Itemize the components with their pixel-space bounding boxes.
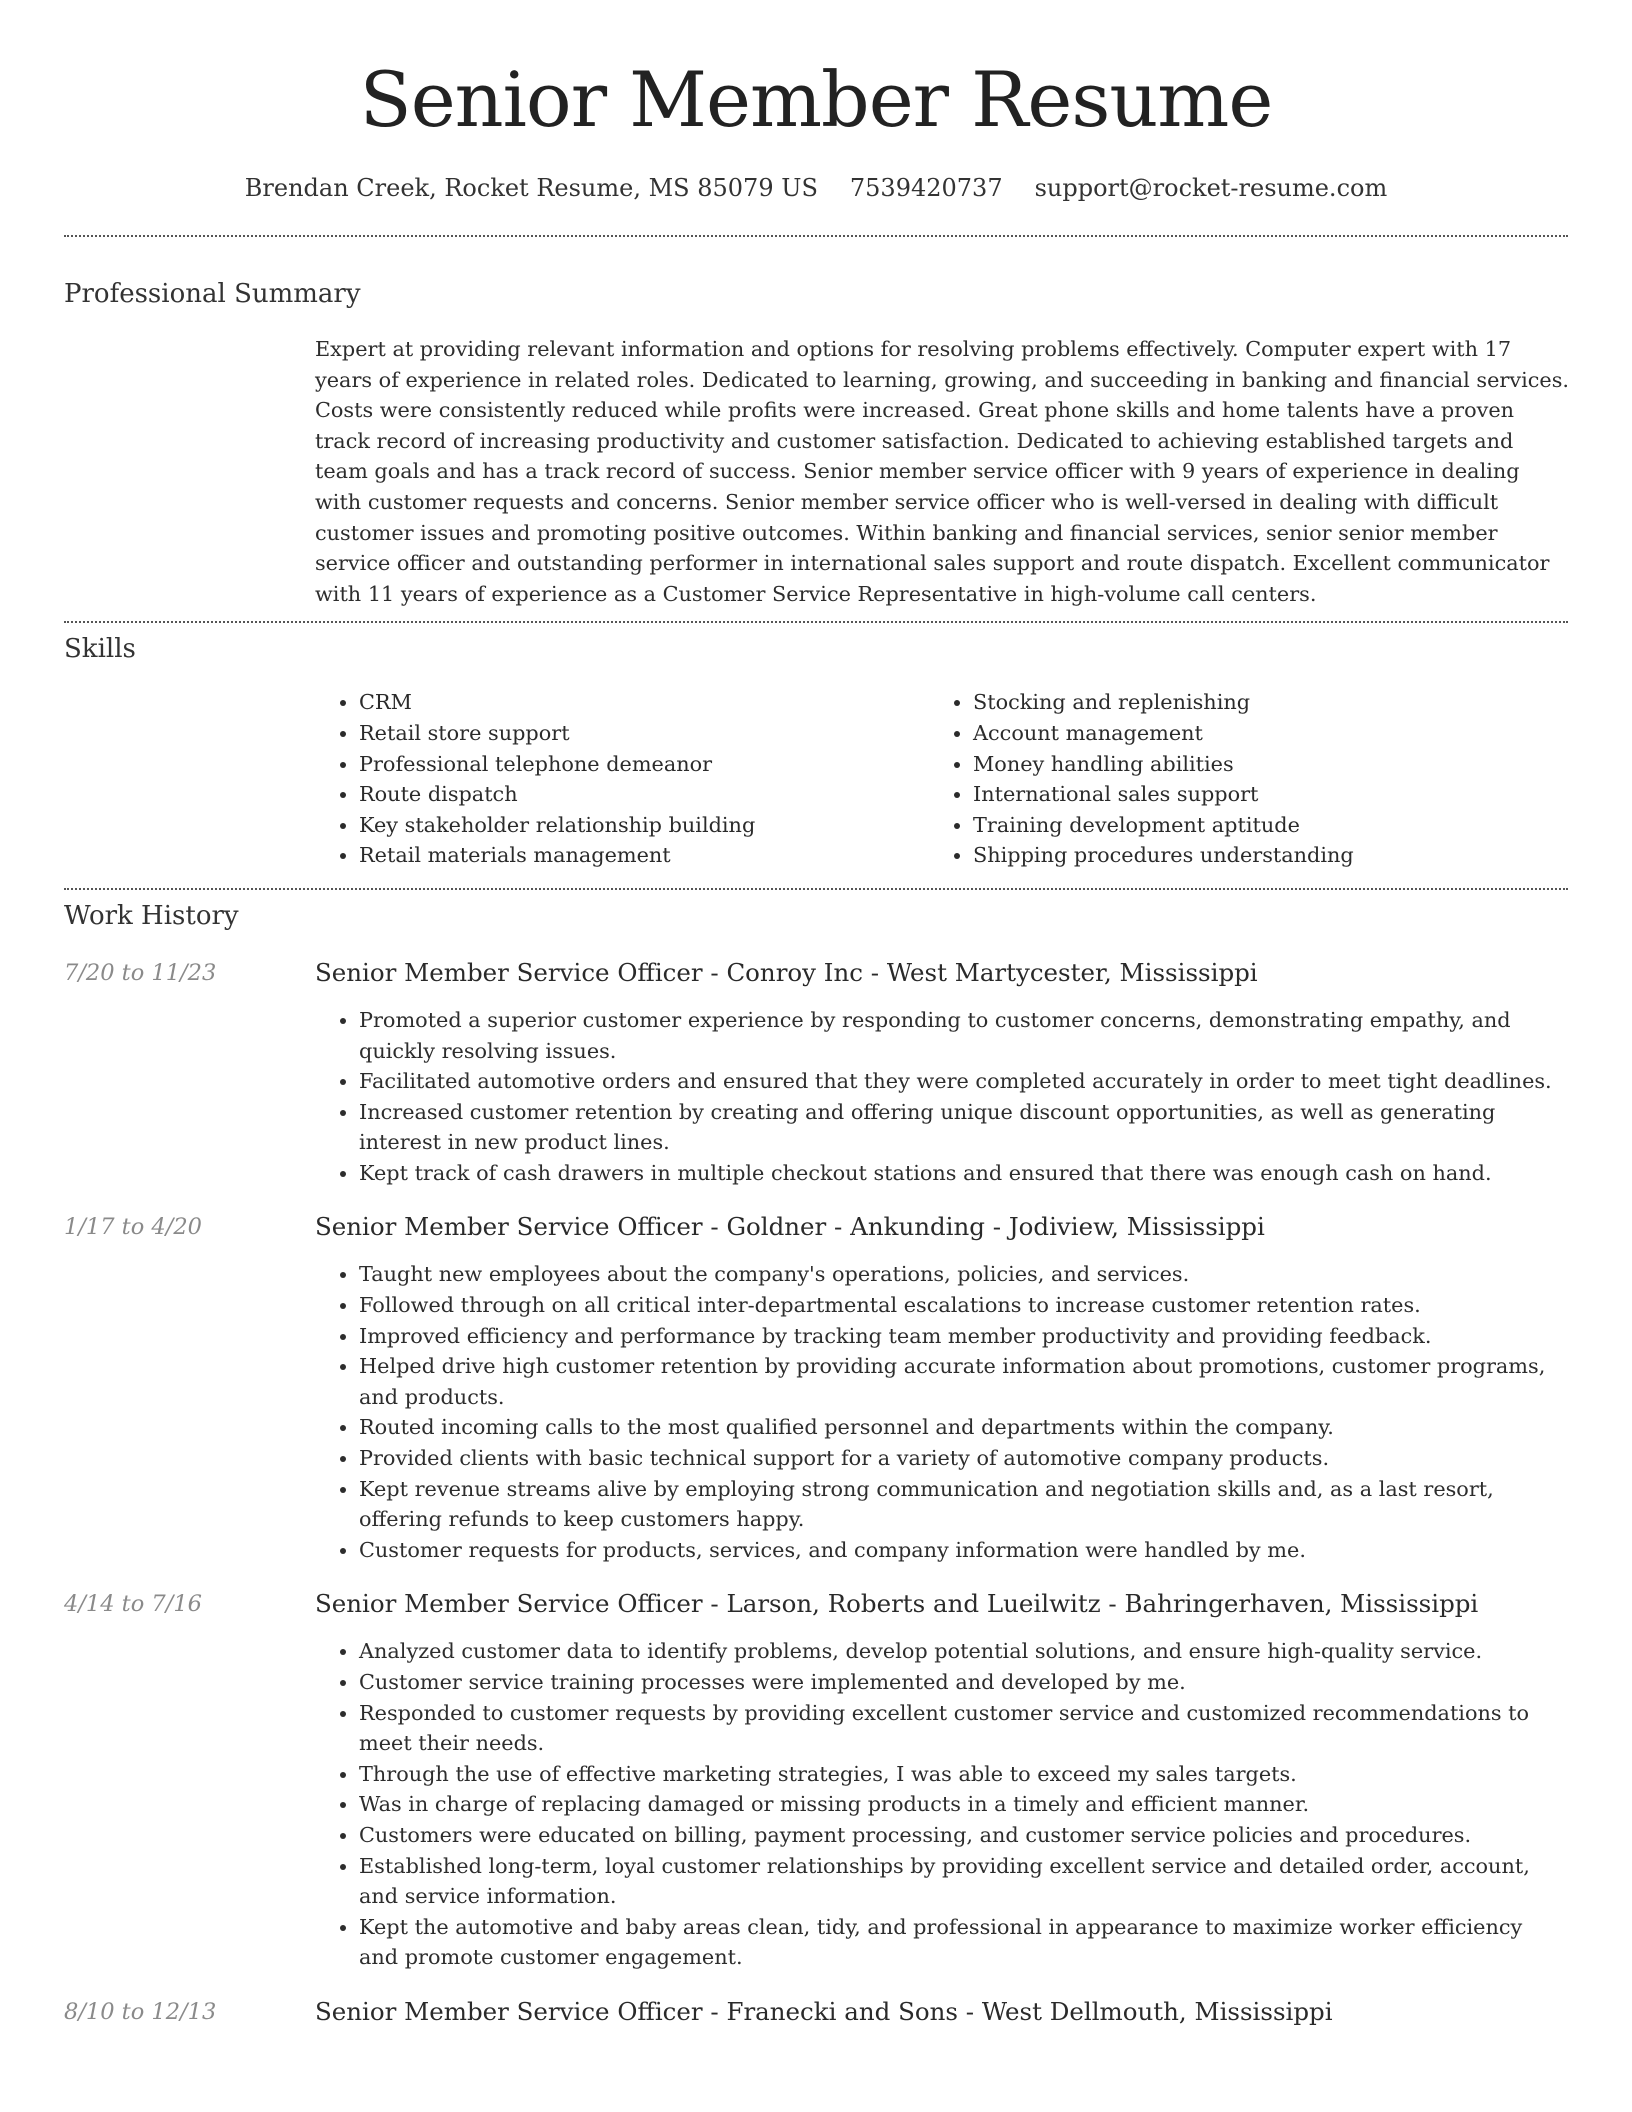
skill-item: • CRM [359,687,929,718]
skills-columns [315,687,1570,871]
job-details [315,958,1568,1189]
job-bullet: • Routed incoming calls to the most qualified personnel and departments within the company. [359,1412,1568,1443]
job-bullet: • Kept track of cash drawers in multiple checkout stations and ensured that there was enough cash on hand. [359,1158,1568,1189]
work-history-section [64,890,1568,2027]
job-bullet: • Helped drive high customer retention by providing accurate information about promotions, customer programs, and products. [359,1351,1568,1412]
job-bullet: • Analyzed customer data to identify problems, develop potential solutions, and ensure high-quality service. [359,1636,1568,1667]
contact-line [64,174,1568,202]
job-entry [64,1589,1568,1973]
job-bullet-list [315,1636,1568,1973]
job-bullet: • Followed through on all critical inter-departmental escalations to increase customer retention rates. [359,1290,1568,1321]
skill-item: • International sales support [973,779,1543,810]
job-bullet: • Responded to customer requests by providing excellent customer service and customized recommendations to meet their needs. [359,1698,1568,1759]
skill-item: • Retail store support [359,718,929,749]
job-bullet: • Provided clients with basic technical support for a variety of automotive company products. [359,1443,1568,1474]
skill-item: • Shipping procedures understanding [973,840,1543,871]
skill-item: • Key stakeholder relationship building [359,810,929,841]
skill-item: • Money handling abilities [973,749,1543,780]
job-bullet: • Customers were educated on billing, payment processing, and customer service policies and procedures. [359,1820,1568,1851]
job-title: Senior Member Service Officer - Conroy Inc - West Martycester, Mississippi [315,957,1258,987]
job-bullet: • Facilitated automotive orders and ensured that they were completed accurately in order to meet tight deadlines. [359,1066,1568,1097]
job-bullet: • Customer service training processes were implemented and developed by me. [359,1667,1568,1698]
resume-header [64,0,1568,202]
job-entry [64,1212,1568,1565]
skills-list-left [315,687,929,871]
job-title: Senior Member Service Officer - Franecki and Sons - West Dellmouth, Mississippi [315,1996,1333,2026]
contact-email: support@rocket-resume.com [1034,174,1388,202]
job-dates: 7/20 to 11/23 [64,959,217,986]
job-details [315,1997,1568,2027]
skills-list-right [929,687,1543,871]
job-dates: 4/14 to 7/16 [64,1591,202,1618]
resume-title: Senior Member Resume [359,55,1273,144]
job-bullet: • Was in charge of replacing damaged or missing products in a timely and efficient manner. [359,1789,1568,1820]
job-bullet: • Kept revenue streams alive by employing strong communication and negotiation skills and, as a last resort, offering refunds to keep customers happy. [359,1474,1568,1535]
job-entry [64,958,1568,1189]
job-details [315,1589,1568,1973]
skills-section [64,623,1568,871]
job-bullet: • Promoted a superior customer experience by responding to customer concerns, demonstrating empathy, and quickly resolving issues. [359,1005,1568,1066]
job-dates: 1/17 to 4/20 [64,1214,202,1241]
skill-item: • Account management [973,718,1543,749]
job-bullet: • Taught new employees about the company's operations, policies, and services. [359,1259,1568,1290]
section-heading-work: Work History [64,900,239,931]
contact-phone: 7539420737 [849,174,1003,202]
section-heading-summary: Professional Summary [64,279,361,309]
job-bullet: • Through the use of effective marketing strategies, I was able to exceed my sales targets. [359,1759,1568,1790]
skill-item: • Training development aptitude [973,810,1543,841]
job-bullet: • Increased customer retention by creating and offering unique discount opportunities, as well as generating interest in new product lines. [359,1097,1568,1158]
job-title: Senior Member Service Officer - Larson, Roberts and Lueilwitz - Bahringerhaven, Mississippi [315,1589,1479,1619]
job-title: Senior Member Service Officer - Goldner - Ankunding - Jodiview, Mississippi [315,1212,1265,1242]
job-bullet: • Kept the automotive and baby areas clean, tidy, and professional in appearance to maximize worker efficiency and promote customer engagement. [359,1912,1568,1973]
skill-item: • Retail materials management [359,840,929,871]
job-entry [64,1997,1568,2027]
job-dates: 8/10 to 12/13 [64,1998,217,2025]
job-bullet-list [315,1259,1568,1565]
contact-address: Brendan Creek, Rocket Resume, MS 85079 US [244,174,818,202]
job-bullet-list [315,1005,1568,1189]
skill-item: • Stocking and replenishing [973,687,1543,718]
job-details [315,1212,1568,1565]
job-bullet: • Established long-term, loyal customer relationships by providing excellent service and detailed order, account, and service information. [359,1851,1568,1912]
job-bullet: • Improved efficiency and performance by tracking team member productivity and providing feedback. [359,1321,1568,1352]
professional-summary-section [64,237,1568,609]
skill-item: • Professional telephone demeanor [359,749,929,780]
section-heading-skills: Skills [64,634,136,665]
skill-item: • Route dispatch [359,779,929,810]
summary-text: Expert at providing relevant information and options for resolving problems effectively. Computer expert with 17 years of experience in related roles. Dedicated to learning, growing, and succeeding in banking and financial services. Costs were consistently reduced while profits were increased. Great phone skills and home talents have a proven track record of increasing productivity and customer satisfaction. Dedicated to achieving established targets and team goals and has a track record of success. Senior member service officer with 9 years of experience in dealing with customer requests and concerns. Senior member service officer who is well-versed in dealing with difficult customer issues and promoting positive outcomes. Within banking and financial services, senior senior member service officer and outstanding performer in international sales support and route dispatch. Excellent communicator with 11 years of experience as a Customer Service Representative in high-volume call centers. [315,337,1569,606]
job-bullet: • Customer requests for products, services, and company information were handled by me. [359,1535,1568,1566]
resume-page [64,0,1568,2027]
job-list [64,958,1568,2027]
